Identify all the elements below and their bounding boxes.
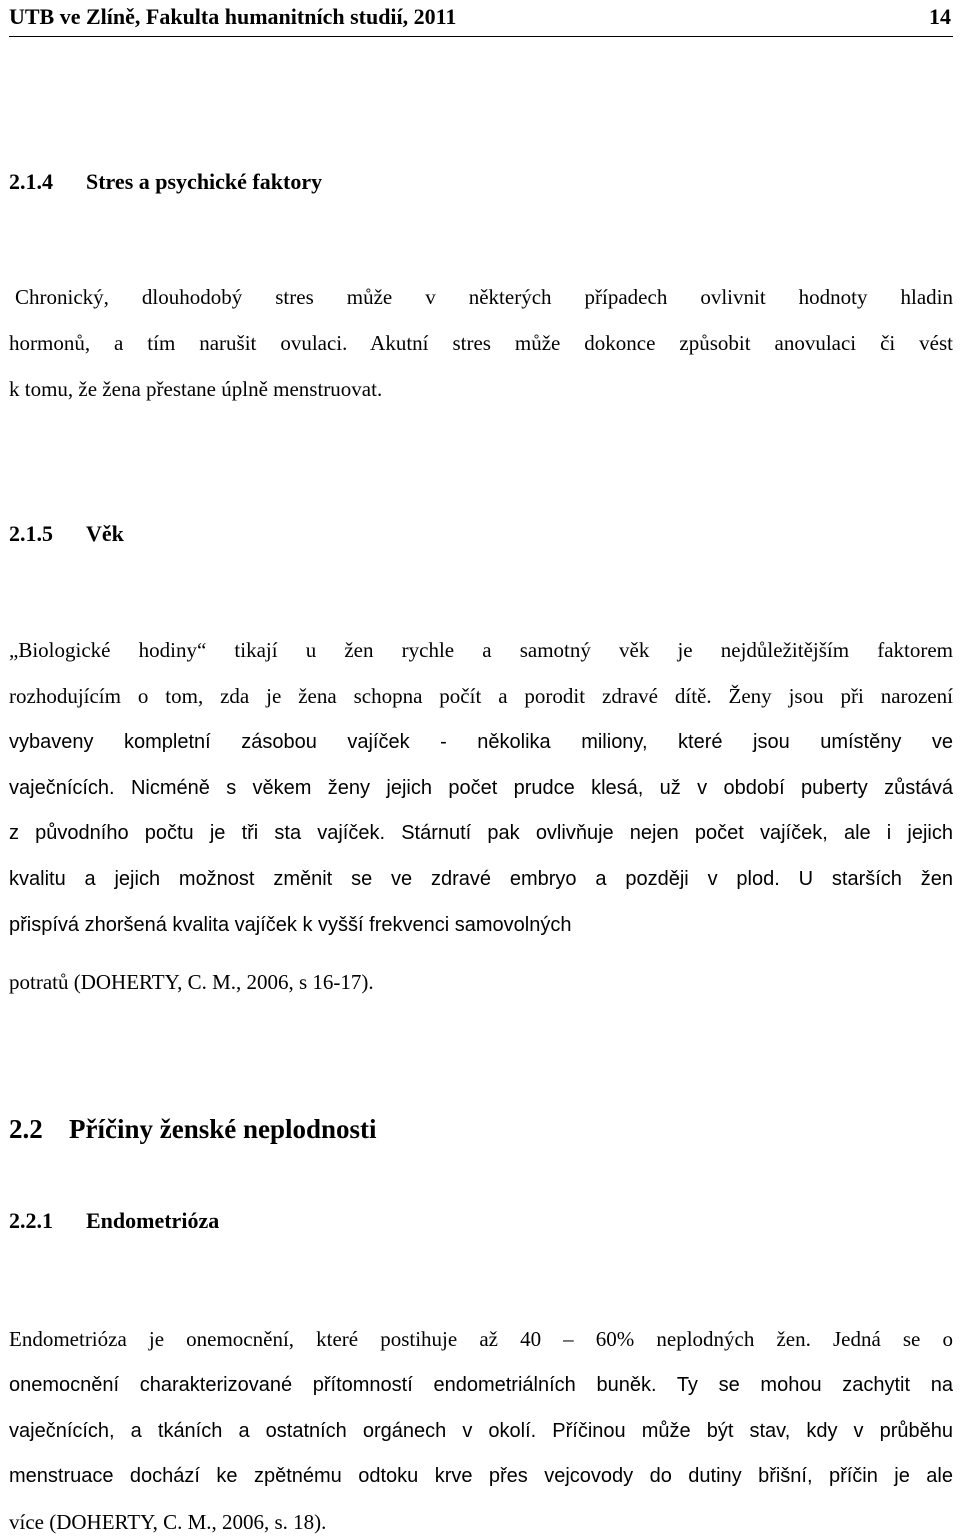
- text-line: k tomu, že žena přestane úplně menstruovat.: [9, 377, 383, 401]
- heading-number: 2.2: [9, 1114, 43, 1144]
- heading-2-2: [9, 1114, 377, 1145]
- text-line: z původního počtu je tři sta vajíček. Stárnutí pak ovlivňuje nejen počet vajíček, ale i jejich: [9, 822, 953, 844]
- heading-number: 2.1.5: [9, 521, 53, 546]
- text-line: Endometrióza je onemocnění, které postihuje až 40 – 60% neplodných žen. Jedná se o: [9, 1327, 953, 1351]
- heading-title: Endometrióza: [86, 1208, 220, 1233]
- heading-2-1-4: [9, 169, 322, 195]
- heading-title: Stres a psychické faktory: [86, 169, 323, 194]
- text-line: onemocnění charakterizované přítomností endometriálních buněk. Ty se mohou zachytit na: [9, 1374, 953, 1396]
- heading-title: Věk: [86, 521, 124, 546]
- text-line: více (DOHERTY, C. M., 2006, s. 18).: [9, 1510, 327, 1534]
- page-number: 14: [929, 4, 951, 29]
- text-line: menstruace dochází ke zpětnému odtoku krve přes vejcovody do dutiny břišní, příčin je ale: [9, 1465, 953, 1487]
- text-line: „Biologické hodiny“ tikají u žen rychle a samotný věk je nejdůležitějším faktorem: [9, 638, 953, 662]
- header-title: UTB ve Zlíně, Fakulta humanitních studií, 2011: [9, 4, 457, 29]
- header-rule: [9, 36, 953, 37]
- text-line: potratů (DOHERTY, C. M., 2006, s 16-17).: [9, 970, 374, 994]
- text-line: rozhodujícím o tom, zda je žena schopna počít a porodit zdravé dítě. Ženy jsou při narození: [9, 684, 953, 708]
- text-line: kvalitu a jejich možnost změnit se ve zdravé embryo a později v plod. U starších žen: [9, 868, 953, 890]
- heading-title: Příčiny ženské neplodnosti: [69, 1114, 377, 1144]
- text-line: vaječnících, a tkáních a ostatních orgánech v okolí. Příčinou může být stav, kdy v průběhu: [9, 1420, 953, 1442]
- text-line: hormonů, a tím narušit ovulaci. Akutní stres může dokonce způsobit anovulaci či vést: [9, 331, 953, 355]
- text-line: vybaveny kompletní zásobou vajíček - několika miliony, které jsou umístěny ve: [9, 731, 953, 753]
- heading-number: 2.1.4: [9, 169, 53, 194]
- text-line: Chronický, dlouhodobý stres může v některých případech ovlivnit hodnoty hladin: [15, 285, 953, 309]
- heading-2-1-5: [9, 521, 124, 547]
- running-header: [9, 0, 953, 38]
- text-line: vaječnících. Nicméně s věkem ženy jejich počet prudce klesá, už v období puberty zůstává: [9, 777, 953, 799]
- heading-2-2-1: [9, 1208, 219, 1234]
- heading-number: 2.2.1: [9, 1208, 53, 1233]
- text-line: přispívá zhoršená kvalita vajíček k vyšší frekvenci samovolných: [9, 914, 572, 936]
